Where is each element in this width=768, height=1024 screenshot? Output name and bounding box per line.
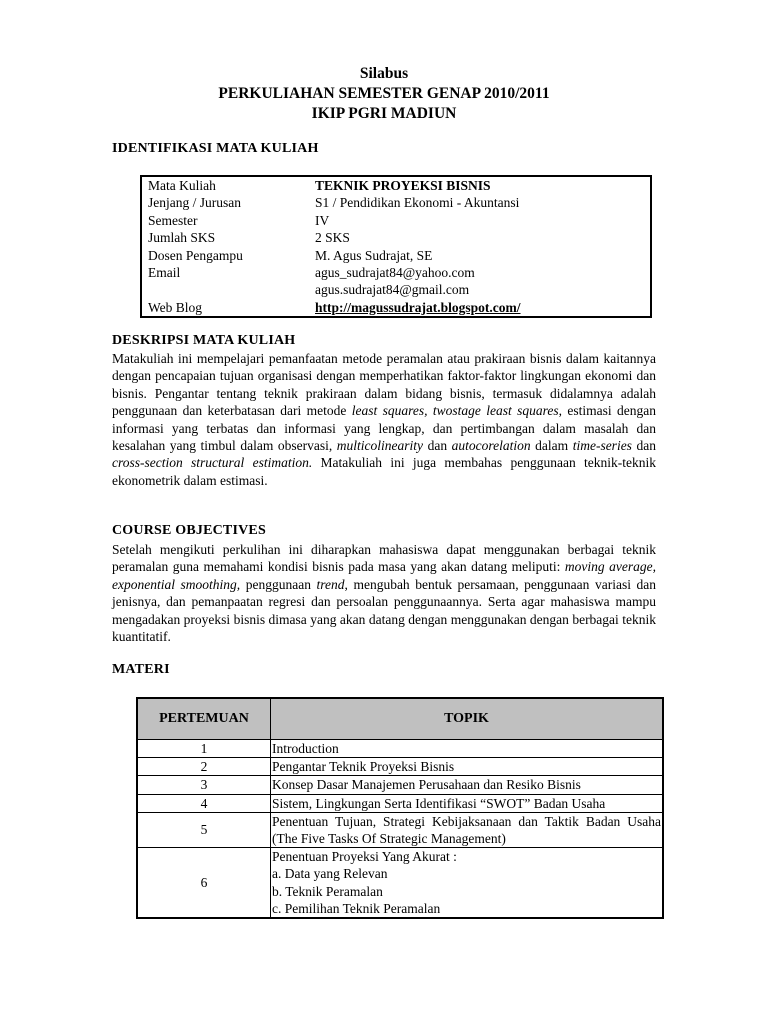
row-value: M. Agus Sudrajat, SE (315, 247, 433, 263)
meeting-number: 2 (137, 758, 271, 776)
italic-term: multicolinearity (336, 438, 424, 454)
table-row (141, 176, 651, 194)
table-row (137, 776, 663, 794)
row-label (141, 281, 315, 298)
section-heading-identifikasi: IDENTIFIKASI MATA KULIAH (112, 141, 319, 156)
text-run: Matakuliah ini juga membahas penggunaan teknik-teknik ekonometrik dalam estimasi. (112, 455, 656, 488)
row-label: Mata Kuliah (148, 178, 216, 193)
description-paragraph (112, 350, 656, 489)
topic-line: b. Teknik Peramalan (272, 883, 383, 899)
text-run: penggunaan (240, 576, 317, 592)
meeting-topic: Introduction (271, 740, 664, 758)
topic-line: Penentuan Proyeksi Yang Akurat : (272, 849, 457, 865)
table-row (137, 794, 663, 812)
table-row (137, 740, 663, 758)
meeting-number: 4 (137, 794, 271, 812)
objectives-paragraph (112, 541, 656, 645)
row-label: Web Blog (148, 299, 203, 315)
header-title: Silabus (359, 65, 409, 82)
table-row (141, 299, 651, 317)
text-run: dan (423, 438, 452, 454)
web-blog-link[interactable]: http://magussudrajat.blogspot.com/ (315, 299, 521, 315)
meeting-topic: Konsep Dasar Manajemen Perusahaan dan Resiko Bisnis (271, 776, 664, 794)
meeting-topic: Pengantar Teknik Proyeksi Bisnis (271, 758, 664, 776)
identification-table (140, 175, 652, 318)
meeting-number: 6 (137, 848, 271, 918)
meeting-topic: Sistem, Lingkungan Serta Identifikasi “SWOT” Badan Usaha (271, 794, 664, 812)
row-label: Jenjang / Jurusan (148, 195, 241, 211)
materials-table (136, 697, 664, 919)
column-header-pertemuan: PERTEMUAN (137, 698, 271, 740)
meeting-number: 1 (137, 740, 271, 758)
table-row (141, 194, 651, 211)
table-row (141, 229, 651, 246)
italic-term: least squares, twostage least squares (351, 403, 559, 419)
table-row (141, 247, 651, 264)
text-run: dalam (530, 438, 573, 454)
table-row (141, 281, 651, 298)
text-run: , mengubah bentuk persamaan, penggunaan variasi dan jenisnya, dan pemanpaatan regresi dan persoalan penggunaannya. Serta agar mahasiswa mampu mengadakan proyeksi bisnis dimasa yang akan datang dengan menggunakan dengan berbagai teknik kuantitatif. (112, 576, 656, 645)
row-label: Semester (148, 212, 198, 228)
section-heading-materi: MATERI (112, 662, 170, 677)
text-run: , estimasi dengan informasi yang terbatas dan informasi yang lengkap, dan pertimbangan dalam masalah dan kesalahan yang timbul dalam observasi, (112, 403, 657, 454)
table-row (141, 212, 651, 229)
text-run: Setelah mengikuti perkulihan ini diharapkan mahasiswa dapat menggunakan berbagai teknik peramalan guna memahami kondisi bisnis pada masa yang akan datang meliputi: (112, 542, 656, 575)
document-header (0, 64, 768, 124)
text-run: Matakuliah ini mempelajari pemanfaatan metode peramalan atau prakiraan bisnis dalam kaitannya dengan pencapaian tujuan organisasi dengan memperhatikan faktor-faktor lingkungan ekonomi dan bisnis. Pengantar tentang teknik prakiraan dalam bidang bisnis, termasuk didalamnya adalah penggunaan dan keterbatasan dari metode (112, 351, 656, 419)
header-institution: IKIP PGRI MADIUN (311, 105, 457, 122)
row-label: Dosen Pengampu (148, 247, 243, 263)
email-value: agus_sudrajat84@yahoo.com (315, 265, 475, 281)
table-header-row (137, 698, 663, 740)
italic-term: autocorelation (451, 438, 531, 454)
meeting-number: 3 (137, 776, 271, 794)
header-semester: PERKULIAHAN SEMESTER GENAP 2010/2011 (218, 85, 550, 102)
row-value: IV (315, 212, 330, 228)
section-heading-deskripsi: DESKRIPSI MATA KULIAH (112, 333, 296, 348)
italic-term: trend (316, 576, 345, 592)
row-label: Jumlah SKS (148, 230, 216, 246)
table-row (137, 848, 663, 918)
meeting-number: 5 (137, 812, 271, 847)
row-value: 2 SKS (315, 230, 350, 246)
row-value: S1 / Pendidikan Ekonomi - Akuntansi (315, 195, 520, 211)
table-row (137, 758, 663, 776)
table-row (137, 812, 663, 847)
meeting-topic (271, 848, 664, 918)
meeting-topic: Penentuan Tujuan, Strategi Kebijaksanaan dan Taktik Badan Usaha (The Five Tasks Of Strategic Management) (272, 813, 661, 847)
course-name: TEKNIK PROYEKSI BISNIS (315, 178, 491, 193)
text-run: dan (631, 438, 656, 454)
italic-term: moving average, exponential smoothing, (112, 559, 656, 592)
section-heading-objectives: COURSE OBJECTIVES (112, 523, 266, 538)
topic-line: c. Pemilihan Teknik Peramalan (272, 900, 441, 916)
italic-term: time-series (572, 438, 632, 454)
table-row (141, 264, 651, 281)
email-value: agus.sudrajat84@gmail.com (315, 282, 470, 298)
column-header-topik: TOPIK (271, 698, 664, 740)
italic-term: cross-section structural estimation. (112, 455, 313, 471)
row-label: Email (148, 265, 181, 281)
topic-line: a. Data yang Relevan (272, 866, 388, 882)
